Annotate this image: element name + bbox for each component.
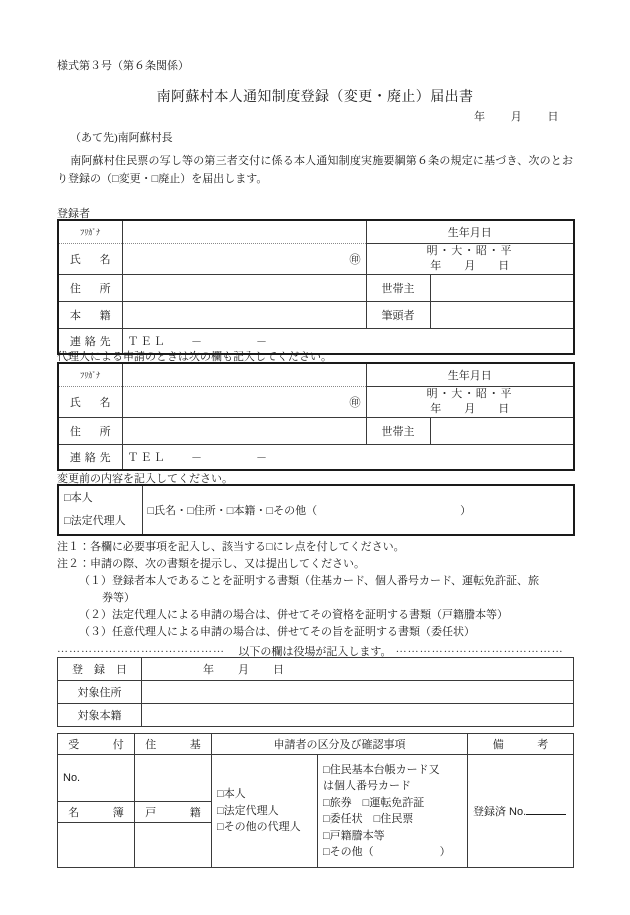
table-row <box>58 485 574 535</box>
office-table <box>57 657 574 727</box>
registrant-kana-label: ﾌﾘｶﾞﾅ <box>58 220 122 244</box>
receipt-no-label: No. <box>63 772 81 784</box>
date-month-label: 月 <box>510 111 523 123</box>
office-target-address-label: 対象住所 <box>58 681 142 704</box>
registrant-address-input[interactable] <box>122 275 366 302</box>
note-item-1-line2: 券等） <box>102 592 135 605</box>
checkbox-confirm-proxy-resident[interactable]: □委任状 □住民票 <box>323 813 414 825</box>
date-day-label: 日 <box>547 111 559 123</box>
registrant-name-input[interactable] <box>122 244 366 275</box>
receipt-confirm-cell[interactable] <box>318 755 468 868</box>
change-before-table-wrap <box>57 484 575 536</box>
tel-label: ＴＥＬ <box>127 452 167 464</box>
table-row <box>58 734 574 755</box>
receipt-meibo-label: 名 簿 <box>58 802 135 823</box>
table-row <box>58 704 574 727</box>
seal-icon: ㊞ <box>349 254 361 266</box>
table-row <box>58 681 574 704</box>
note-item-2: （２）法定代理人による申請の場合は、併せてその資格を証明する書類（戸籍謄本等） <box>79 609 508 622</box>
note-1: 注１：各欄に必要事項を記入し、該当する□にレ点を付してください。 <box>57 541 405 553</box>
office-target-address-input[interactable] <box>142 681 574 704</box>
checkbox-applicant-self[interactable]: □本人 <box>64 491 93 504</box>
receipt-koseki-input[interactable] <box>135 823 212 868</box>
addressee: （あて先)南阿蘇村長 <box>70 132 173 144</box>
receipt-header-remarks: 備 考 <box>468 734 574 755</box>
dob-year-label: 年 <box>430 260 442 272</box>
agent-name-input[interactable] <box>122 387 366 418</box>
note-item-3: （３）任意代理人による申請の場合は、併せてその旨を証明する書類（委任状） <box>79 626 475 639</box>
note-item-1-line1: （１）登録者本人であることを証明する書類（住基カード、個人番号カード、運転免許証、旅 <box>79 575 540 588</box>
notes-block <box>57 539 539 641</box>
table-row <box>58 387 574 418</box>
change-before-section-label: 変更前の内容を記入してください。 <box>57 473 233 485</box>
checkbox-category-self[interactable]: □本人 <box>217 788 246 801</box>
table-row <box>58 445 574 471</box>
registrant-contact-label: 連絡先 <box>58 329 122 355</box>
tel-dash-2: － <box>255 452 267 464</box>
tel-dash-1: － <box>190 336 202 348</box>
receipt-header-jukiso: 住 基 <box>135 734 212 755</box>
agent-section-label: 代理人による申請のときは次の欄も記入してください。 <box>57 351 332 363</box>
seal-icon: ㊞ <box>349 397 361 409</box>
date-year-label: 年 <box>474 111 486 123</box>
registrant-householder-input[interactable] <box>430 275 574 302</box>
agent-dob-ymd <box>372 402 569 417</box>
dob-day-label: 日 <box>498 260 510 272</box>
checkbox-confirm-passport-license[interactable]: □旅券 □運転免許証 <box>323 796 425 809</box>
registrant-table <box>57 219 575 355</box>
checkbox-confirm-juki-card-line1[interactable]: □住民基本台帳カード又 <box>323 763 440 776</box>
registrant-address-label: 住 所 <box>58 275 122 302</box>
dob-year-label: 年 <box>430 403 442 415</box>
tel-dash-2: － <box>255 336 267 348</box>
office-reg-date-label: 登 録 日 <box>58 658 142 681</box>
agent-era-line: 明・大・昭・平 <box>426 388 513 401</box>
dob-month-label: 月 <box>464 403 476 415</box>
agent-table <box>57 362 575 471</box>
table-row <box>58 302 574 329</box>
agent-householder-input[interactable] <box>430 418 574 445</box>
note-2: 注２：申請の際、次の書類を提示し、又は提出してください。 <box>57 558 365 571</box>
registrant-section-label: 登録者 <box>57 208 90 220</box>
submission-date-line <box>57 108 559 124</box>
office-use-divider-text: 以下の欄は役場が記入します。 <box>238 646 392 658</box>
change-items-cell[interactable]: □氏名・□住所・□本籍・□その他（ ） <box>142 485 574 535</box>
receipt-remarks-label: 登録済 No. <box>473 806 527 818</box>
table-row <box>58 244 574 275</box>
form-number: 様式第３号（第６条関係） <box>57 60 189 72</box>
agent-table-wrap <box>57 362 575 471</box>
table-row <box>58 220 574 244</box>
registrant-dob-input[interactable] <box>366 244 574 275</box>
receipt-jukiso-input[interactable] <box>135 755 212 802</box>
registrant-honseki-label: 本 籍 <box>58 302 122 329</box>
registrant-kana-input[interactable] <box>122 220 366 244</box>
office-reg-date-input[interactable] <box>142 658 574 681</box>
body-paragraph <box>57 152 573 188</box>
receipt-category-cell[interactable] <box>212 755 318 868</box>
table-row <box>58 275 574 302</box>
form-page <box>57 0 573 915</box>
change-applicant-type-cell <box>58 485 142 535</box>
agent-dob-header: 生年月日 <box>366 363 574 387</box>
table-row <box>58 755 574 802</box>
agent-tel-input[interactable] <box>122 445 574 471</box>
dob-day-label: 日 <box>498 403 510 415</box>
registrant-dob-ymd <box>372 259 569 274</box>
checkbox-confirm-juki-card-line2: は個人番号カード <box>323 780 411 792</box>
agent-contact-label: 連絡先 <box>58 445 122 471</box>
office-target-honseki-label: 対象本籍 <box>58 704 142 727</box>
agent-address-input[interactable] <box>122 418 366 445</box>
table-row <box>58 363 574 387</box>
receipt-remarks-blank[interactable] <box>526 814 566 815</box>
tel-label: ＴＥＬ <box>127 336 167 348</box>
agent-kana-label: ﾌﾘｶﾞﾅ <box>58 363 122 387</box>
registrant-table-wrap <box>57 219 575 355</box>
receipt-header-applicant-category: 申請者の区分及び確認事項 <box>212 734 468 755</box>
body-paragraph-text: 南阿蘇村住民票の写し等の第三者交付に係る本人通知制度実施要綱第６条の規定に基づき、次のとおり登録の（□変更・□廃止）を届出します。 <box>57 155 573 186</box>
reg-date-day-label: 日 <box>273 664 284 676</box>
receipt-remarks-cell[interactable] <box>468 755 574 868</box>
registrant-householder-label: 世帯主 <box>366 275 430 302</box>
receipt-koseki-label: 戸 籍 <box>135 802 212 823</box>
dob-month-label: 月 <box>464 260 476 272</box>
receipt-no-input[interactable] <box>58 755 135 802</box>
page-title: 南阿蘇村本人通知制度登録（変更・廃止）届出書 <box>156 90 474 105</box>
receipt-meibo-input[interactable] <box>58 823 135 868</box>
reg-date-year-label: 年 <box>203 664 214 676</box>
table-row <box>58 418 574 445</box>
agent-name-label: 氏 名 <box>58 387 122 418</box>
registrant-dob-header: 生年月日 <box>366 220 574 244</box>
divider-dots-left: …………………………………… <box>57 644 225 655</box>
checkbox-confirm-other[interactable]: □その他（ ） <box>323 846 451 858</box>
agent-kana-input[interactable] <box>122 363 366 387</box>
change-before-table <box>57 484 575 536</box>
divider-dots-right: …………………………………… <box>395 644 564 655</box>
reg-date-month-label: 月 <box>238 664 249 676</box>
receipt-table-wrap <box>57 733 574 868</box>
table-row <box>58 658 574 681</box>
receipt-table <box>57 733 574 868</box>
checkbox-confirm-koseki[interactable]: □戸籍謄本等 <box>323 829 385 842</box>
checkbox-applicant-legal-agent[interactable]: □法定代理人 <box>64 515 126 527</box>
office-target-honseki-input[interactable] <box>142 704 574 727</box>
receipt-header-uketsuke: 受 付 <box>58 734 135 755</box>
registrant-era-line: 明・大・昭・平 <box>426 245 513 258</box>
tel-dash-1: － <box>190 452 202 464</box>
agent-address-label: 住 所 <box>58 418 122 445</box>
registrant-name-label: 氏 名 <box>58 244 122 275</box>
agent-householder-label: 世帯主 <box>366 418 430 445</box>
checkbox-category-legal-agent[interactable]: □法定代理人 <box>217 804 279 817</box>
registrant-head-of-family-input[interactable] <box>430 302 574 329</box>
registrant-honseki-input[interactable] <box>122 302 366 329</box>
agent-dob-input[interactable] <box>366 387 574 418</box>
office-table-wrap <box>57 657 574 727</box>
registrant-head-of-family-label: 筆頭者 <box>366 302 430 329</box>
checkbox-category-other-agent[interactable]: □その他の代理人 <box>217 821 301 834</box>
